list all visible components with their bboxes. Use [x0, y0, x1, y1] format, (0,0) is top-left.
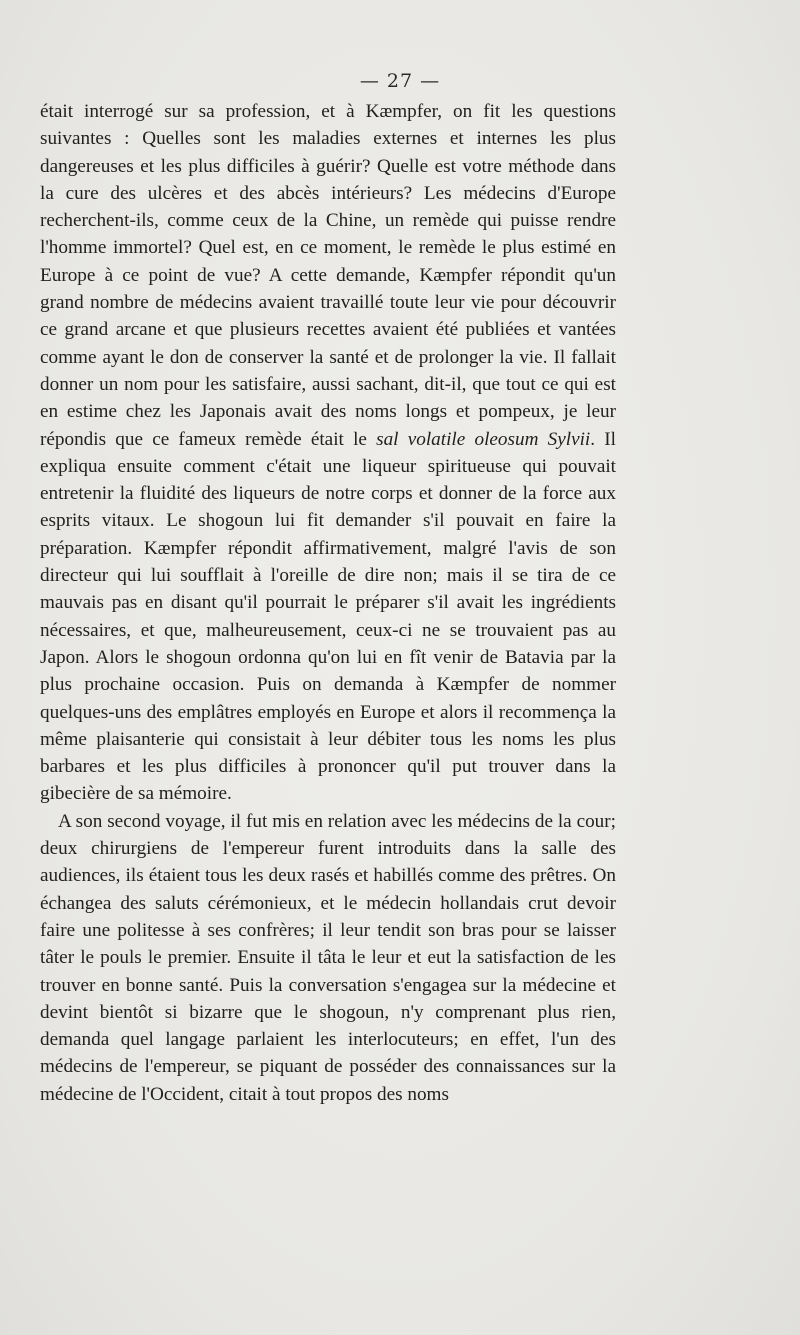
paragraph-1-text-a: était interrogé sur sa profession, et à Kæmpfer, on fit les questions suivantes : Quelles sont les maladies externes et internes les plus dangereuses et les plus difficiles à guérir? Quelle est votre méthode dans la cure des ulcères et des abcès intérieurs? Les médecins d'Europe recherchent-ils, comme ceux de la Chine, un remède qui puisse rendre l'homme immortel? Quel est, en ce moment, le remède le plus estimé en Europe à ce point de vue? A cette demande, Kæmpfer répondit qu'un grand nombre de médecins avaient travaillé toute leur vie pour découvrir ce grand arcane et que plusieurs recettes avaient été publiées et vantées comme ayant le don de conserver la santé et de prolonger la vie. Il fallait donner un nom pour les satisfaire, aussi sachant, dit-il, que tout ce qui est en estime chez les Japonais avait des noms longs et pompeux, je leur répondis que ce fameux remède était le [40, 101, 616, 450]
remedy-name-italic: sal volatile oleosum Sylvii [376, 428, 591, 450]
paragraph-2-text: A son second voyage, il fut mis en relation avec les médecins de la cour; deux chirurgiens de l'empereur furent introduits dans la salle des audiences, ils étaient tous les deux rasés et habillés comme des prêtres. On échangea des saluts cérémonieux, et le médecin hollandais crut devoir faire une politesse à ses confrères; il leur tendit son bras pour se laisser tâter le pouls le premier. Ensuite il tâta le leur et eut la satisfaction de les trouver en bonne santé. Puis la conversation s'engagea sur la médecine et devint bientôt si bizarre que le shogoun, n'y comprenant plus rien, demanda quel langage parlaient les interlocuteurs; en effet, l'un des médecins de l'empereur, se piquant de posséder des connaissances sur la médecine de l'Occident, citait à tout propos des noms [40, 810, 616, 1105]
page-number: — 27 — [359, 70, 441, 92]
paragraph-1-text-b: . Il expliqua ensuite comment c'était une liqueur spiritueuse qui pouvait entretenir la fluidité des liqueurs de notre corps et donner de la force aux esprits vitaux. Le shogoun lui fit demander s'il pouvait en faire la préparation. Kæmpfer répondit affirmativement, malgré l'avis de son directeur qui lui soufflait à l'oreille de dire non; mais il se tira de ce mauvais pas en disant qu'il pourrait le préparer s'il avait les ingrédients nécessaires, et que, malheureusement, ceux-ci ne se trouvaient pas au Japon. Alors le shogoun ordonna qu'on lui en fît venir de Batavia par la plus prochaine occasion. Puis on demanda à Kæmpfer de nommer quelques-uns des emplâtres employés en Europe et alors il recommença la même plaisanterie qui consistait à leur débiter tous les noms les plus barbares et les plus difficiles à prononcer qu'il put trouver dans la gibecière de sa mémoire. [40, 428, 616, 805]
paragraph-1 [40, 98, 616, 808]
paragraph-2 [40, 808, 616, 1108]
body-text [40, 98, 616, 1108]
